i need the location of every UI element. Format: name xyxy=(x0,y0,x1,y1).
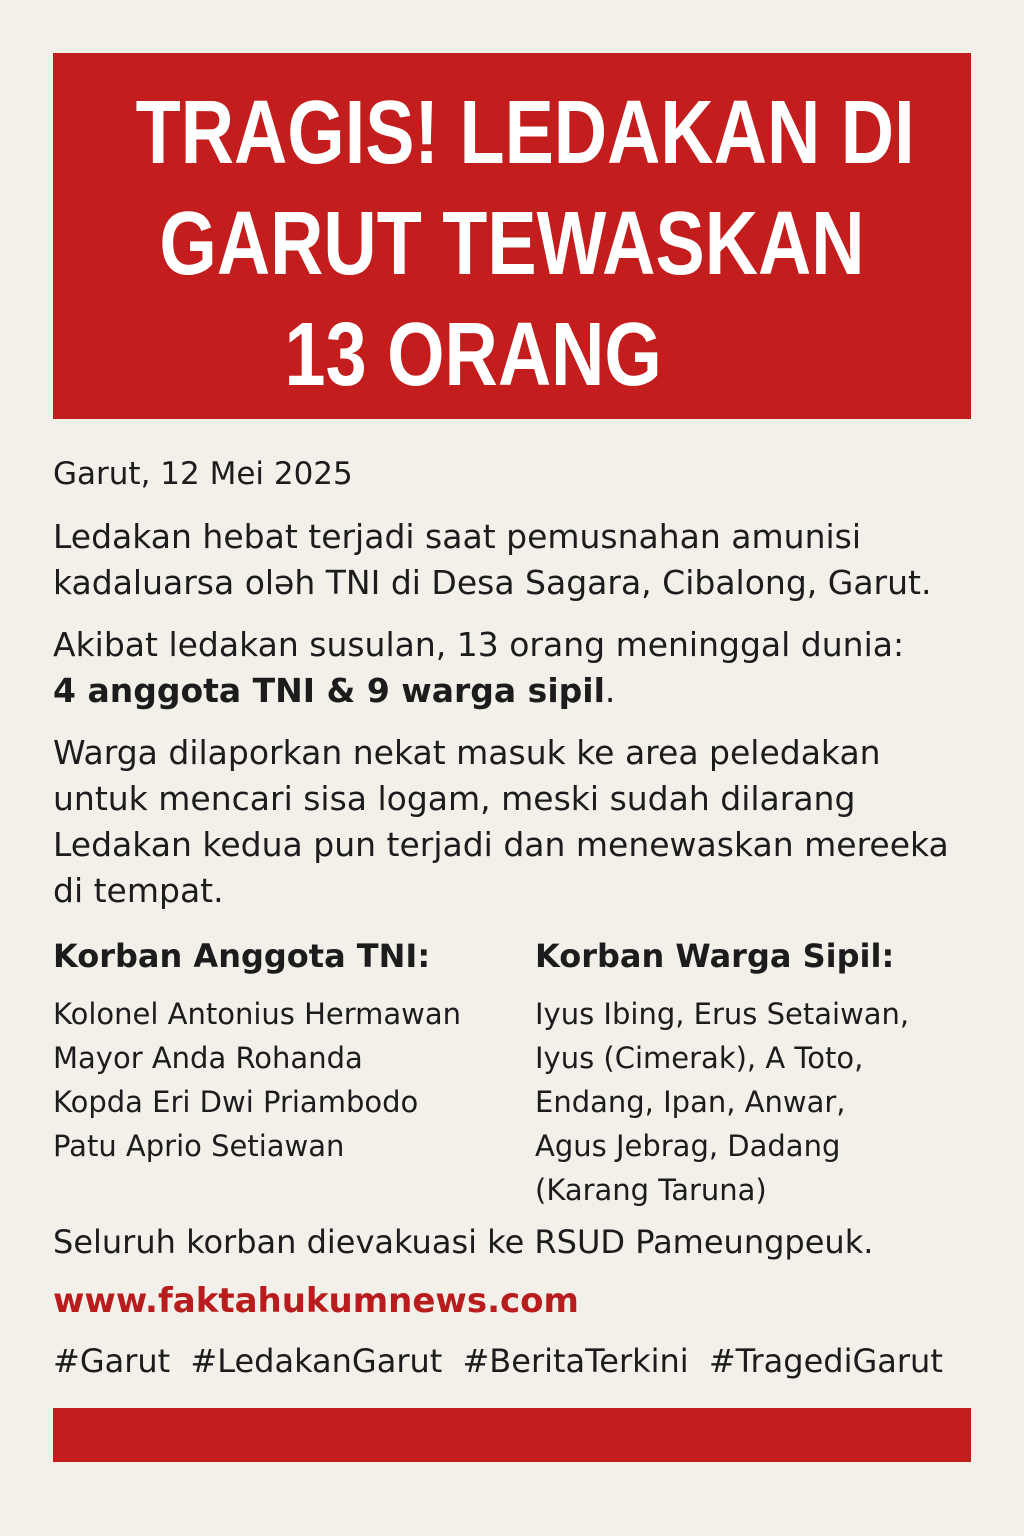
victims-civil-column xyxy=(535,934,909,1212)
dateline: Garut, 12 Mei 2025 xyxy=(53,456,353,492)
victims-civil-heading: Korban Warga Sipil: xyxy=(535,937,895,975)
hashtag[interactable]: #BeritaTerkini xyxy=(462,1342,689,1380)
victim-tni-name: Kopda Eri Dwi Priambodo xyxy=(53,1085,419,1119)
hashtag[interactable]: #Garut xyxy=(53,1342,171,1380)
victims-civil-list xyxy=(535,992,909,1212)
victim-civil-line: Agus Jebrag, Dadang xyxy=(535,1129,841,1163)
hashtag[interactable]: #LedakanGarut xyxy=(190,1342,443,1380)
victim-civil-line: Iyus Ibing, Erus Setaiwan, xyxy=(535,997,910,1031)
paragraph-details-line-1: Warga dilaporkan nekat masuk ke area peledakan xyxy=(53,733,881,772)
paragraph-details-line-2: untuk mencari sisa logam, meski sudah dilarang xyxy=(53,779,856,818)
victim-civil-line: Iyus (Cimerak), A Toto, xyxy=(535,1041,864,1075)
paragraph-details-line-4: di tempat. xyxy=(53,871,224,910)
victim-tni-name: Mayor Anda Rohanda xyxy=(53,1041,363,1075)
hashtag-list xyxy=(53,1338,953,1384)
headline-banner xyxy=(53,53,971,419)
headline-line-2: GARUT TEWASKAN xyxy=(159,194,865,294)
headline-line-1: TRAGIS! LEDAKAN DI xyxy=(135,83,915,183)
paragraph-details-line-3: Ledakan kedua pun terjadi dan menewaskan mereeka xyxy=(53,825,949,864)
victim-civil-line: Endang, Ipan, Anwar, xyxy=(535,1085,846,1119)
victims-tni-heading: Korban Anggota TNI: xyxy=(53,937,431,975)
casualty-period: . xyxy=(604,671,616,710)
website-link[interactable]: www.faktahukumnews.com xyxy=(53,1281,579,1321)
headline-line-3: 13 ORANG xyxy=(284,305,662,405)
paragraph-casualties-line-2 xyxy=(53,668,904,714)
victims-tni-column xyxy=(53,934,461,1168)
paragraph-intro xyxy=(53,514,931,606)
victims-tni-list xyxy=(53,992,461,1168)
casualty-breakdown: 4 anggota TNI & 9 warga sipil xyxy=(53,671,605,710)
victim-tni-name: Kolonel Antonius Hermawan xyxy=(53,997,462,1031)
paragraph-casualties xyxy=(53,622,904,714)
victim-civil-line: (Karang Taruna) xyxy=(535,1173,767,1207)
hashtag[interactable]: #TragediGarut xyxy=(708,1342,943,1380)
paragraph-intro-line-1: Ledakan hebat terjadi saat pemusnahan amunisi xyxy=(53,517,862,556)
paragraph-intro-line-2: kadaluarsa oləh TNI di Desa Sagara, Cibalong, Garut. xyxy=(53,563,932,602)
paragraph-casualties-line-1: Akibat ledakan susulan, 13 orang meninggal dunia: xyxy=(53,625,905,664)
footer-bar xyxy=(53,1408,971,1462)
closing-statement: Seluruh korban dievakuasi ke RSUD Pameungpeuk. xyxy=(53,1223,874,1261)
victim-tni-name: Patu Aprio Setiawan xyxy=(53,1129,345,1163)
paragraph-details xyxy=(53,730,949,914)
